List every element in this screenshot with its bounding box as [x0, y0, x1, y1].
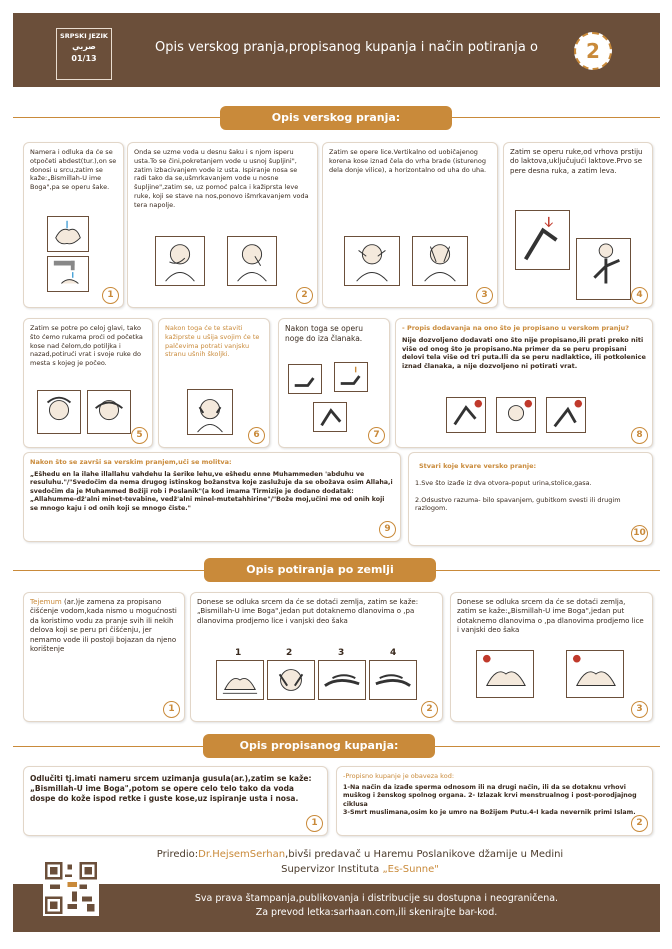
wudu-step-6-text: Nakon toga će te staviti kažiprste u ušija svojim će te palčevima potrati vanjsku stranu ušnih školjki. [165, 324, 260, 359]
tayammum-definition: (ar.)je zamena za propisano čišćenje vodom,kada nismo u mogućnosti da koristimo vodu za pranje svih ili nekih delova koji se peru pri čišćenju, jer nemamo vode ili postoji bojazan da njeno korištenje [30, 598, 177, 654]
tayammum-step-label-3: 3 [338, 648, 345, 658]
wudu-prayer-card [23, 452, 401, 542]
face-wash-illustration-2 [412, 236, 468, 286]
prayer-heading: Nakon što se završi sa verskim pranjem,uči se molitva: [30, 458, 232, 466]
arm-wash-illustration-1 [515, 210, 570, 270]
step-number: 10 [631, 525, 648, 542]
qr-code-icon[interactable] [43, 860, 99, 916]
language-badge [56, 28, 112, 80]
page-number-badge: 2 [574, 32, 612, 70]
author-credits [110, 848, 610, 877]
ear-wipe-illustration [187, 389, 233, 435]
wudu-invalidators-card [408, 452, 653, 546]
tayammum-steps-card [190, 592, 443, 722]
head-wipe-illustration-1 [37, 390, 81, 434]
foot-wash-illustration-3 [313, 402, 347, 432]
step-number: 1 [102, 287, 119, 304]
step-number: 3 [476, 287, 493, 304]
forbidden-illustration-2 [496, 397, 536, 433]
language-label: SRPSKI JEZIK [60, 32, 108, 40]
tayammum-correct-illustration [566, 650, 624, 698]
ghusl-description-card [23, 766, 328, 836]
section-title-tayammum: Opis potiranja po zemlji [204, 558, 436, 582]
wudu-step-3-text: Zatim se opere lice.Vertikalno od uobičajenog korena kose iznad čela do vrha brade (isturenog dela donje vilice), a horizontalno od uha do uha. [329, 148, 487, 174]
mouth-rinse-illustration [155, 236, 205, 286]
author-role: ,bivši predavač u Haremu Poslanikove džamije u Medini [285, 849, 564, 860]
tayammum-step-4-illustration [369, 660, 417, 700]
step-number: 1 [306, 815, 323, 832]
tayammum-wrong-illustration [476, 650, 534, 698]
wudu-step-8-heading: - Propis dodavanja na ono što je propisano u verskom pranju? [402, 324, 629, 332]
translation-link-text: Za prevod letka:sarhaan.com,ili skenirajte bar-kod. [255, 907, 498, 919]
invalidators-heading: Stvari koje kvare versko pranje: [419, 462, 537, 470]
tayammum-step-label-4: 4 [390, 648, 397, 658]
ghusl-obligation-item-2: 3-Smrt muslimana,osim ko je umro na Božijem Putu.4-I kada nevernik primi Islam. [343, 809, 636, 817]
wudu-step-2-text: Onda se uzme voda u desnu šaku i s njom isperu usta.To se čini,pokretanjem vode u usnoj šupljini", zatim izbacivanjem vode iz usta. Ispiranje nosa se radi tako da se,ušmrkavanjem vode u nosne šupljine",zatim se, uz pomoć palca i kažiprsta leve ruke, koji se stave na nos,ponovo išmrkavanjem voda tera napolje. [134, 148, 309, 209]
step-number: 1 [163, 701, 180, 718]
tayammum-step-3-illustration [318, 660, 366, 700]
wudu-step-1-text: Namera i odluka da će se otpočeti abdest(tur.),on se donosi u srcu,zatim se kaže:„Bismillah-U ime Boga",pa se operu šake. [30, 148, 117, 192]
footer-bar [13, 884, 660, 932]
step-number: 9 [379, 521, 396, 538]
tayammum-term: Tejemum [30, 598, 62, 606]
head-wipe-illustration-2 [87, 390, 131, 434]
ghusl-obligations-heading: -Propisno kupanje je obaveza kod: [343, 772, 455, 780]
tayammum-detail-text: Donese se odluka srcem da će se dotaći zemlja, zatim se kaže:„Bismillah-U ime Boga",jedan put dotaknemo dlanovima o ,pa dlanovima prodjemo lice i vanjski deo šaka [457, 598, 644, 635]
step-number: 2 [296, 287, 313, 304]
tayammum-definition-card [23, 592, 185, 722]
face-wash-illustration-1 [344, 236, 400, 286]
ghusl-obligations-card [336, 766, 653, 836]
nose-rinse-illustration [227, 236, 277, 286]
tayammum-step-2-illustration [267, 660, 315, 700]
prayer-text: „Ešhedu en la ilahe illallahu vahdehu la šerike lehu,ve ešhedu enne Muhammeden 'abduhu ve resuluhu."/"Svedočim da nema drugog istinskog božanstva koje zaslužuje da se obožava osim Allaha,i svedočim da je Muhammed Božiji rob i Poslanik"(a kod imama Tirmizije je dodano dodatak: „Allahumme-dž'alni minet-tevabine, vedž'alni minel-mutetahhirine"/"Bože moj,učini me od onih koji se mnogo kaju i od onih koji se mnogo čiste." [30, 470, 393, 512]
forbidden-illustration-3 [546, 397, 586, 433]
step-number: 5 [131, 427, 148, 444]
arm-wash-illustration-2 [576, 238, 631, 300]
ghusl-description-text: Odlučiti tj.imati nameru srcem uzimanja gusula(ar.),zatim se kaže:„Bismillah-U ime Boga",potom se opere celo telo tako da voda dospe do kože ispod retke i guste kose,uz ispiranje usta i nosa. [30, 774, 312, 804]
invalidator-item-1: 1.Sve što izađe iz dva otvora-poput urina,stolice,gasa. [415, 478, 592, 487]
page-counter: 01/13 [71, 54, 97, 63]
step-number: 8 [631, 427, 648, 444]
arabic-label: صربي [72, 42, 96, 51]
wudu-step-4-text: Zatim se operu ruke,od vrhova prstiju do laktova,uključujući laktove.Prvo se pere desna ruka, a zatim leva. [510, 148, 643, 175]
ghusl-obligation-item-1: 1-Na način da izađe sperma odnosom ili na drugi način, ili da se dotaknu vrhovi muškog i ženskog spolnog organa. 2- Izlazak krvi menstrualnog i post-porodjajnog ciklusa [343, 783, 637, 808]
tayammum-step-1-illustration [216, 660, 264, 700]
tayammum-step-label-2: 2 [286, 648, 293, 658]
step-number: 2 [421, 701, 438, 718]
forbidden-illustration-1 [446, 397, 486, 433]
wudu-step-8-text: Nije dozvoljeno dodavati ono što nije propisano,ili prati preko niti više od onog što je propisano.Na primer da se peru propisani delovi tela više od tri puta.Ili da se peru nadlaktice, ili potkolenice iznad članaka, a nije dozvoljeno ni potirati vrat. [402, 335, 646, 371]
foot-wash-illustration-1 [288, 364, 322, 394]
supervisor-prefix: Supervizor Instituta [281, 863, 383, 875]
section-title-wudu: Opis verskog pranja: [220, 106, 452, 130]
tayammum-steps-text: Donese se odluka srcem da će se dotaći zemlja, zatim se kaže:„Bismillah-U ime Boga",jedan put dotaknemo dlanovima o ,pa dlanovima prodjemo lice i vanjski deo šaka [197, 598, 419, 625]
invalidator-item-2: 2.Odsustvo razuma- bilo spavanjem, gubitkom svesti ili drugim razlogom. [415, 495, 621, 513]
section-title-ghusl: Opis propisanog kupanja: [203, 734, 435, 758]
document-title: Opis verskog pranja,propisanog kupanja i način potiranja o [155, 40, 538, 55]
wudu-step-5-text: Zatim se potre po celoj glavi, tako što ćemo rukama proći od početka kose nad čelom,do potiljka i nazad,potirući vrat i svoje ruke do mesta s kojeg je počeo. [30, 324, 143, 368]
tap-illustration [47, 256, 89, 292]
step-number: 2 [631, 815, 648, 832]
author-name: Dr.HejsemSerhan [198, 849, 286, 860]
institute-name: „Es-Sunne" [382, 863, 439, 875]
step-number: 7 [368, 427, 385, 444]
copyright-text: Sva prava štampanja,publikovanja i distribucije su dostupna i neograničena. [194, 893, 559, 904]
step-number: 6 [248, 427, 265, 444]
foot-wash-illustration-2 [334, 362, 368, 392]
step-number: 3 [631, 701, 648, 718]
wudu-step-7-text: Nakon toga se operu noge do iza članaka. [285, 324, 363, 344]
author-prefix: Priredio: [156, 849, 199, 860]
hands-washing-illustration [47, 216, 89, 252]
tayammum-step-label-1: 1 [235, 648, 242, 658]
step-number: 4 [631, 287, 648, 304]
